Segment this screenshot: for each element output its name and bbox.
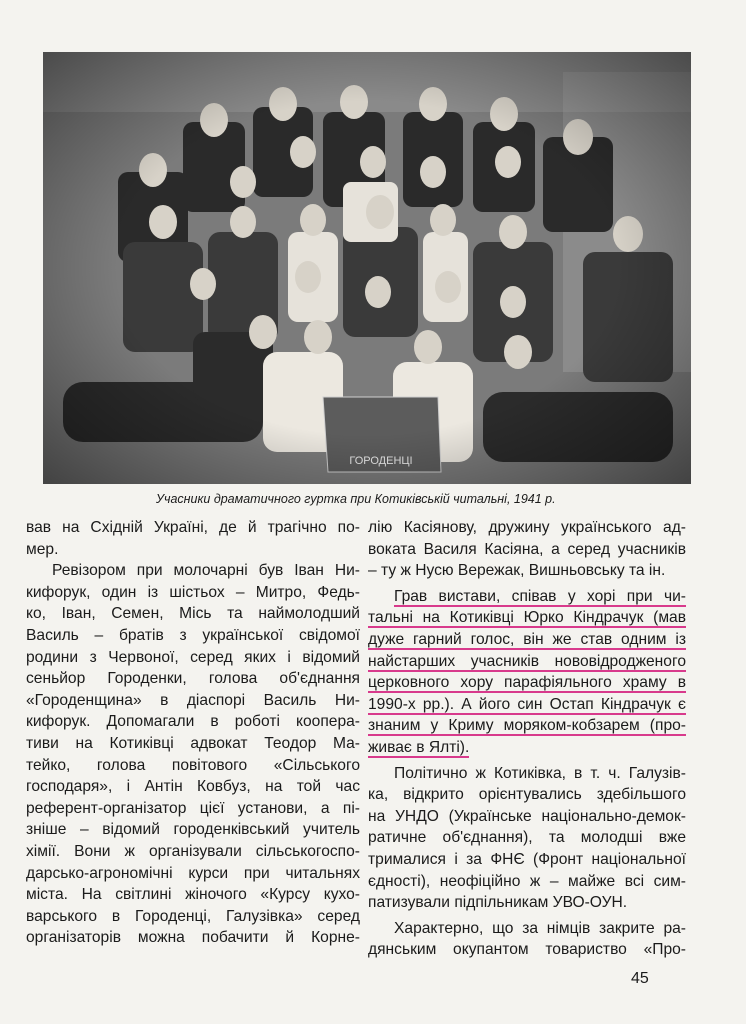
text-line: сеньйор Городенки, голова об'єднання bbox=[26, 670, 360, 688]
highlighted-text: знаним у Криму моряком-кобзарем (про- bbox=[368, 717, 686, 735]
group-photo bbox=[43, 52, 691, 484]
text-line: єдності), неофіційно ж – майже всі сим- bbox=[368, 872, 686, 890]
text-line: Характерно, що за німців закрите ра- bbox=[394, 919, 686, 937]
text-line: зніше – відомий городенківський учитель bbox=[26, 821, 360, 839]
text-line: кифорук, один із шістьох – Митро, Федь- bbox=[26, 583, 360, 601]
text-line: «Городенщина» в діаспорі Василь Ни- bbox=[26, 691, 360, 709]
text-line bbox=[368, 715, 686, 737]
text-line: вав на Східній Україні, де й трагічно по- bbox=[26, 519, 360, 536]
text-line: міста. На світлині жіночого «Курсу кухо- bbox=[26, 886, 360, 904]
text-line: дарсько-агрономічні курси при читальнях bbox=[26, 864, 360, 882]
text-line: ка, відкрито орієнтувались здебільшого bbox=[368, 786, 686, 804]
text-line: організаторів можна побачити й Корне- bbox=[26, 929, 360, 947]
highlighted-text: найстарших учасників нововідродженого bbox=[368, 652, 686, 670]
text-line: референт-організатор цієї установи, а пі- bbox=[26, 799, 360, 817]
highlighted-text: 1990-х рр.). А його син Остап Кіндрачук є bbox=[368, 695, 686, 713]
highlighted-text: тальні на Котиківці Юрко Кіндрачук (мав bbox=[368, 609, 686, 627]
text-line: дянським окупантом товариство «Про- bbox=[368, 941, 686, 959]
text-line: Ревізором при молочарні був Іван Ни- bbox=[52, 562, 360, 580]
highlighted-text: Грав вистави, співав у хорі при чи- bbox=[394, 587, 686, 605]
right-column bbox=[368, 517, 686, 961]
text-line bbox=[368, 607, 686, 629]
text-line: тейко, голова повітового «Сільського bbox=[26, 756, 360, 774]
text-line bbox=[368, 737, 686, 759]
text-line bbox=[368, 629, 686, 651]
text-line: родини з Червоної, серед яких і відомий bbox=[26, 648, 360, 666]
text-line: – ту ж Нусю Вережак, Вишньовську та ін. bbox=[368, 562, 666, 580]
text-line: лію Касіянову, дружину українського ад- bbox=[368, 519, 686, 536]
text-line: воката Василя Касіяна, а серед учасників bbox=[368, 540, 686, 558]
text-line bbox=[368, 694, 686, 716]
text-line: на УНДО (Українське національно-демок- bbox=[368, 807, 686, 825]
highlighted-text: церковного хору парафіяльного храму в bbox=[368, 674, 686, 692]
text-line: трималися і за ФНЄ (Фронт національної bbox=[368, 850, 686, 868]
text-line: господаря», і Антін Ковбуз, на той час bbox=[26, 778, 360, 796]
text-line: Політично ж Котиківка, в т. ч. Галузів- bbox=[394, 764, 686, 782]
photo-caption: Учасники драматичного гуртка при Котиківській читальні, 1941 р. bbox=[156, 492, 556, 506]
left-column bbox=[26, 517, 360, 949]
text-line: ко, Іван, Семен, Місь та наймолодший bbox=[26, 605, 360, 623]
page-number: 45 bbox=[631, 970, 649, 987]
highlighted-text: дуже гарний голос, він же став одним із bbox=[368, 630, 686, 648]
text-line: тиви на Котиківці адвокат Теодор Ма- bbox=[26, 734, 360, 752]
highlighted-text: живає в Ялті). bbox=[368, 738, 470, 756]
text-line bbox=[368, 672, 686, 694]
text-line bbox=[368, 586, 686, 608]
text-line: варського в Городенці, Галузівка» серед bbox=[26, 907, 360, 925]
text-line: кифорук. Допомагали в роботі коопера- bbox=[26, 713, 360, 731]
text-line: хімії. Вони ж організували сільськогоспо- bbox=[26, 842, 360, 860]
text-line bbox=[368, 651, 686, 673]
text-line: Василь – братів з української свідомої bbox=[26, 626, 360, 644]
text-line: мер. bbox=[26, 540, 59, 558]
group-photo-illustration bbox=[43, 52, 691, 484]
text-line: ратичне об'єднання), та молодші вже bbox=[368, 829, 686, 847]
text-line: патизували підпільникам УВО-ОУН. bbox=[368, 894, 628, 912]
